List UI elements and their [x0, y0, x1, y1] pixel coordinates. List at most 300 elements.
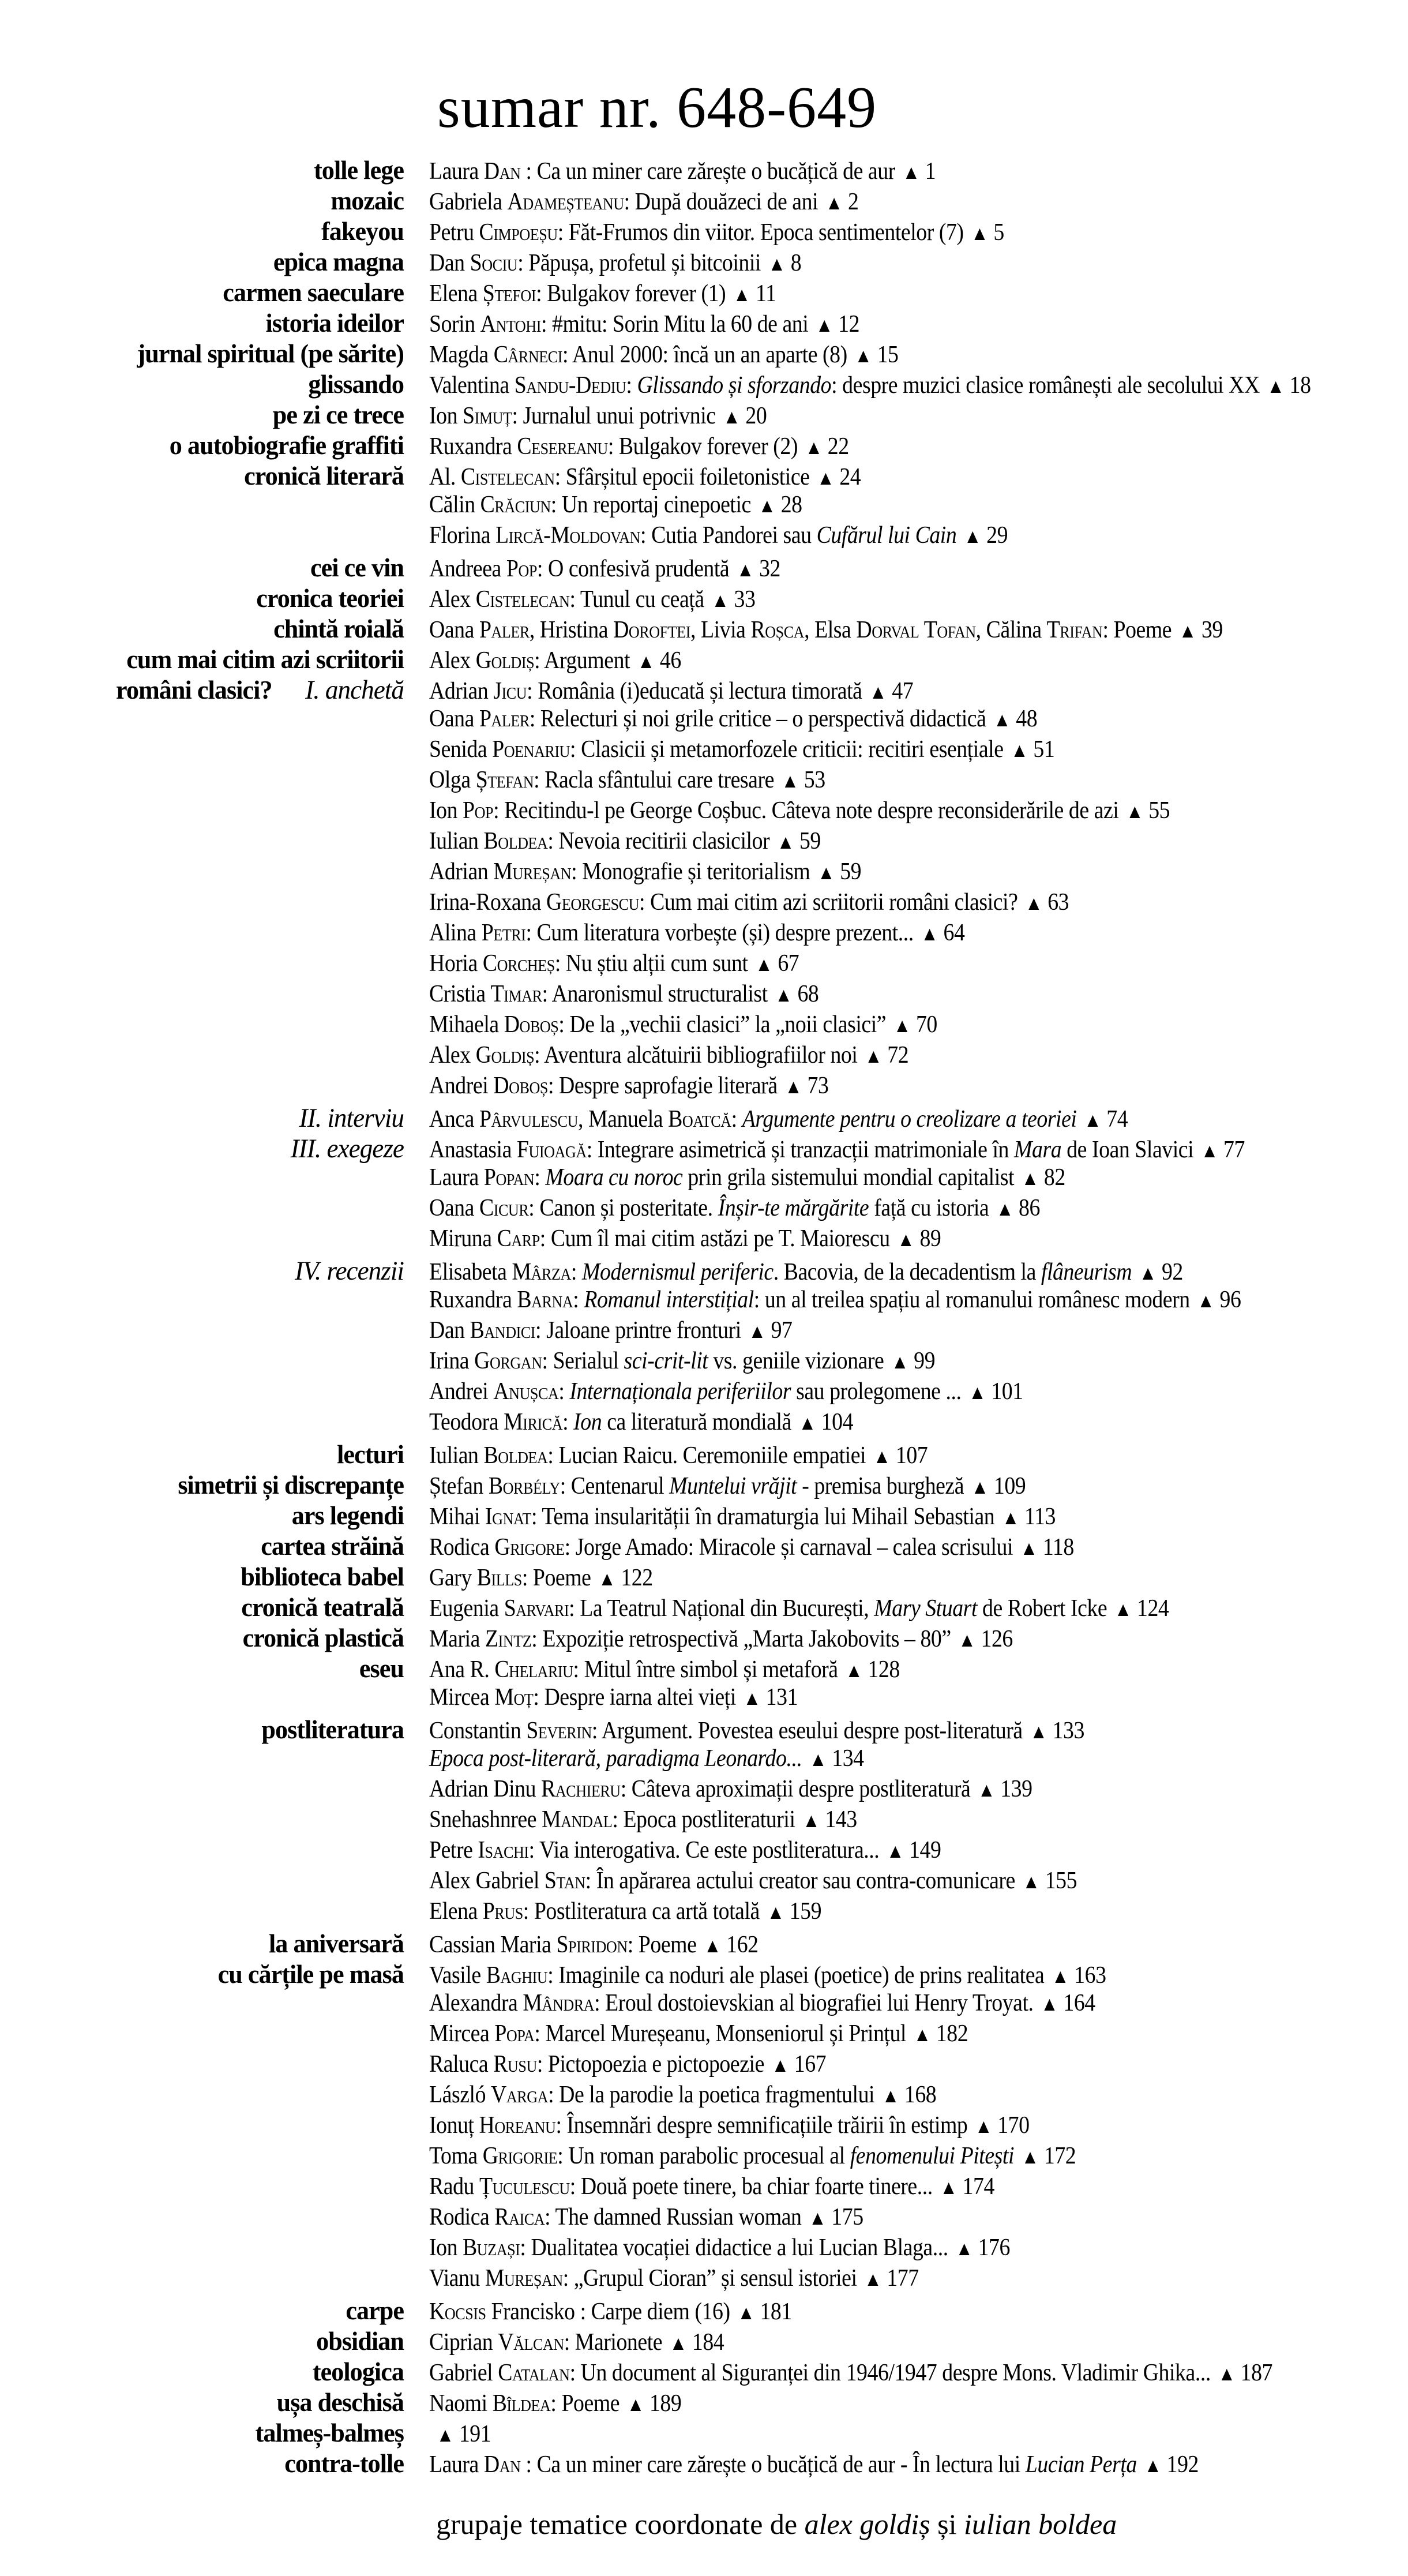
toc-row	[0, 399, 1408, 430]
section-label-text: biblioteca babel	[241, 1562, 404, 1591]
entry-fragment: , Manuela	[578, 1106, 669, 1133]
section-label	[16, 277, 404, 308]
author-surname: Popa	[494, 2020, 535, 2047]
entry-fragment: Ciprian	[429, 2329, 498, 2356]
author-surname: Rusu	[493, 2051, 537, 2078]
page-number: 39	[1201, 617, 1223, 643]
footer-prefix: grupaje tematice coordonate de	[436, 2508, 805, 2540]
toc-row	[0, 185, 1408, 216]
toc-row	[0, 491, 1408, 522]
entry-fragment: Dan	[429, 1317, 470, 1344]
page-number: 162	[726, 1932, 759, 1958]
toc-row	[0, 308, 1408, 338]
toc	[0, 155, 1408, 2478]
section-label-text: obsidian	[316, 2326, 404, 2356]
entry-fragment: : Sfârșitul epocii foiletonistice	[554, 464, 810, 490]
entry-fragment: : Jaloane printre fronturi	[535, 1317, 741, 1344]
triangle-bullet-icon: ▲	[1125, 801, 1144, 823]
entry-fragment: Miruna	[429, 1225, 497, 1252]
triangle-bullet-icon: ▲	[886, 1840, 904, 1862]
entry-fragment: : Două poete tinere, ba chiar foarte tinere...	[569, 2173, 933, 2200]
triangle-bullet-icon: ▲	[1025, 893, 1043, 914]
toc-row	[0, 1500, 1408, 1531]
page-number: 128	[868, 1656, 900, 1683]
entry-fragment: Mircea	[429, 1684, 495, 1711]
entry-text	[429, 2359, 1272, 2387]
entry-text	[429, 797, 1170, 824]
entry-fragment: : Ca un miner care zărește o bucățică de aur	[520, 158, 895, 185]
toc-row	[0, 2356, 1408, 2387]
triangle-bullet-icon: ▲	[993, 709, 1011, 731]
page-number: 177	[887, 2265, 919, 2292]
section-label	[16, 2295, 404, 2326]
triangle-bullet-icon: ▲	[897, 1229, 915, 1251]
toc-row	[0, 1531, 1408, 1561]
page-number: 131	[765, 1684, 798, 1711]
toc-row	[0, 2173, 1408, 2203]
entry-text	[429, 2173, 994, 2200]
author-surname: Simuț	[463, 403, 512, 429]
entry-fragment: Irina	[429, 1348, 475, 1374]
work-title-italic: Mary Stuart	[874, 1595, 977, 1622]
entry-text	[429, 919, 964, 947]
entry-fragment: Dan	[429, 250, 470, 276]
entry-fragment: de Robert Icke	[977, 1595, 1107, 1622]
entry-fragment: Ana R.	[429, 1656, 495, 1683]
author-surname: Anușca	[493, 1378, 559, 1405]
author-surname: Lircă-Moldovan	[495, 522, 641, 549]
author-surname: Ștefan	[475, 767, 534, 793]
section-label	[16, 1500, 404, 1531]
author-surname: Borbély	[488, 1473, 560, 1499]
entry-fragment: : Jorge Amado: Miracole și carnaval – calea scrisului	[564, 1534, 1013, 1561]
author-surname: Fuioagă	[516, 1137, 587, 1163]
triangle-bullet-icon: ▲	[733, 284, 751, 306]
entry-fragment: Iulian	[429, 828, 484, 854]
section-label-text: jurnal spiritual (pe sărite)	[137, 339, 404, 368]
entry-fragment: Toma	[429, 2143, 483, 2169]
author-surname: Raica	[494, 2204, 545, 2230]
author-surname: Mureșan	[485, 2265, 563, 2292]
author-surname: Popan	[483, 1164, 535, 1191]
section-label	[16, 2387, 404, 2417]
toc-row	[0, 674, 1408, 705]
section-label	[16, 1928, 404, 1959]
entry-fragment: : Bulgakov forever (2)	[607, 433, 798, 460]
entry-fragment: : Despre iarna altei vieți	[533, 1684, 736, 1711]
page-number: 164	[1063, 1990, 1095, 2016]
toc-row	[0, 1806, 1408, 1836]
section-label	[16, 185, 404, 216]
entry-fragment: Mircea	[429, 2020, 495, 2047]
entry-fragment: , Călina	[975, 617, 1047, 643]
triangle-bullet-icon: ▲	[711, 590, 729, 612]
toc-row	[0, 827, 1408, 858]
entry-text	[429, 1625, 1013, 1653]
entry-text	[429, 1962, 1106, 1989]
entry-fragment: Anca	[429, 1106, 479, 1133]
toc-row	[0, 1653, 1408, 1683]
author-surname: Doboș	[493, 1073, 548, 1099]
section-label-text: pe zi ce trece	[272, 400, 404, 429]
page-number: 134	[832, 1745, 864, 1772]
entry-fragment: : Poeme	[1102, 617, 1172, 643]
section-label-text: talmeș-balmeș	[255, 2418, 404, 2447]
triangle-bullet-icon: ▲	[817, 467, 835, 489]
work-title-italic: Cufărul lui Cain	[816, 522, 957, 549]
entry-fragment: : Monografie și teritorialism	[571, 858, 810, 885]
entry-fragment: : O confesivă prudentă	[536, 556, 730, 582]
author-surname: Mârza	[512, 1259, 571, 1285]
toc-row	[0, 216, 1408, 246]
triangle-bullet-icon: ▲	[1178, 620, 1196, 642]
entry-text	[429, 980, 818, 1008]
triangle-bullet-icon: ▲	[805, 437, 823, 459]
entry-text	[429, 1258, 1183, 1286]
section-label	[16, 1561, 404, 1592]
entry-fragment: Florina	[429, 522, 496, 549]
entry-fragment: de Ioan Slavici	[1061, 1137, 1194, 1163]
triangle-bullet-icon: ▲	[1114, 1599, 1132, 1621]
entry-text	[429, 1072, 828, 1100]
author-surname: Pop	[506, 556, 537, 582]
entry-fragment: : Integrare asimetrică și tranzacții matrimoniale în	[586, 1137, 1015, 1163]
toc-row	[0, 1561, 1408, 1592]
entry-fragment: Francisko : Carpe diem (16)	[486, 2298, 730, 2325]
author-surname: Bîldea	[492, 2390, 551, 2417]
entry-fragment: Adrian	[429, 678, 494, 704]
entry-fragment: Oana	[429, 617, 479, 643]
work-title-italic: Romanul interstițial	[584, 1287, 754, 1313]
entry-fragment: : Poeme	[627, 1932, 697, 1958]
entry-fragment: : Cum mai citim azi scriitorii români clasici?	[639, 889, 1018, 916]
footer	[436, 2507, 1117, 2541]
triangle-bullet-icon: ▲	[864, 2268, 882, 2290]
toc-row	[0, 1683, 1408, 1714]
entry-fragment: Elisabeta	[429, 1259, 512, 1285]
toc-row	[0, 2112, 1408, 2142]
author-surname: Boldea	[483, 828, 548, 854]
entry-text	[429, 677, 913, 705]
toc-row	[0, 1439, 1408, 1469]
entry-fragment: Rodica	[429, 1534, 495, 1561]
section-label-text: cronică literară	[244, 461, 404, 490]
toc-row	[0, 2326, 1408, 2356]
entry-fragment: , Livia	[690, 617, 751, 643]
entry-fragment: Raluca	[429, 2051, 494, 2078]
entry-fragment: :	[558, 1378, 570, 1405]
author-surname: Dorval Tofan	[856, 617, 976, 643]
entry-fragment: Alina	[429, 920, 482, 946]
page-number: 189	[649, 2390, 682, 2417]
toc-row	[0, 1469, 1408, 1500]
entry-text	[429, 2390, 681, 2417]
author-surname: Cicur	[479, 1195, 529, 1221]
section-label-text: cronică plastică	[242, 1623, 404, 1652]
toc-row	[0, 980, 1408, 1011]
toc-row	[0, 1745, 1408, 1775]
page-number: 139	[1000, 1776, 1032, 1802]
entry-fragment: Ștefan	[429, 1473, 489, 1499]
section-label-italic: IV. recenzii	[295, 1256, 404, 1286]
triangle-bullet-icon: ▲	[809, 1749, 827, 1771]
page-number: 59	[799, 828, 821, 854]
entry-fragment: Mihai	[429, 1503, 486, 1530]
entry-text	[429, 2451, 1199, 2478]
entry-fragment: : Relecturi și noi grile critice – o perspectivă didactică	[529, 706, 986, 732]
toc-row	[0, 1255, 1408, 1286]
entry-fragment: Valentina	[429, 372, 515, 399]
page-number: 122	[621, 1565, 653, 1591]
entry-text	[429, 736, 1054, 763]
toc-row	[0, 2295, 1408, 2326]
triangle-bullet-icon: ▲	[881, 2085, 899, 2107]
page-number: 181	[760, 2298, 792, 2325]
entry-fragment: Maria	[429, 1626, 486, 1652]
page-number: 124	[1137, 1595, 1169, 1622]
page-number: 167	[794, 2051, 827, 2078]
toc-row	[0, 1898, 1408, 1928]
entry-fragment: : De la „vechii clasici” la „noii clasici”	[558, 1011, 887, 1038]
page-number: 29	[986, 522, 1008, 549]
entry-text	[429, 1564, 653, 1592]
page-number: 33	[734, 586, 756, 613]
entry-fragment: Sorin	[429, 311, 480, 338]
entry-fragment: : Nevoia recitirii clasicilor	[547, 828, 770, 854]
page-number: 192	[1166, 2451, 1199, 2478]
author-surname: Bandici	[470, 1317, 536, 1344]
entry-text	[429, 1317, 792, 1344]
section-label-text: teologica	[312, 2357, 404, 2386]
section-label	[16, 1439, 404, 1469]
entry-text	[429, 249, 801, 277]
entry-fragment: Snehashnree	[429, 1806, 542, 1833]
section-label-text: istoria ideilor	[265, 308, 404, 338]
entry-fragment: : Recitindu-l pe George Coșbuc. Câteva note despre reconsiderările de azi	[493, 797, 1119, 824]
author-surname: Dan	[483, 2451, 521, 2478]
entry-fragment: Cristia	[429, 981, 491, 1007]
author-surname: Pârvulescu	[479, 1106, 579, 1133]
entry-fragment: Andreea	[429, 556, 506, 582]
page-number: 92	[1161, 1259, 1183, 1285]
entry-text	[429, 491, 802, 519]
triangle-bullet-icon: ▲	[1197, 1290, 1215, 1312]
triangle-bullet-icon: ▲	[598, 1568, 616, 1590]
entry-text	[429, 1931, 759, 1959]
entry-fragment: Petre	[429, 1837, 478, 1863]
entry-text	[429, 158, 936, 185]
entry-fragment: : Cutia Pandorei sau	[640, 522, 817, 549]
triangle-bullet-icon: ▲	[815, 314, 833, 336]
page-number: 133	[1052, 1718, 1084, 1744]
section-label-text: tolle lege	[314, 155, 404, 185]
entry-fragment: , Elsa	[804, 617, 857, 643]
entry-text	[429, 372, 1311, 399]
page-number: 109	[993, 1473, 1026, 1499]
page-number: 113	[1024, 1503, 1056, 1530]
entry-fragment: : Tunul cu ceață	[569, 586, 704, 613]
entry-text	[429, 1225, 941, 1253]
triangle-bullet-icon: ▲	[921, 923, 938, 945]
triangle-bullet-icon: ▲	[873, 1446, 891, 1468]
author-surname: Boldea	[483, 1442, 548, 1469]
entry-fragment: :	[626, 372, 637, 399]
entry-fragment: : La Teatrul Național din București,	[569, 1595, 874, 1622]
author-surname: Petri	[481, 920, 526, 946]
work-title-italic: Modernismul periferic	[581, 1259, 774, 1285]
page-number: 74	[1106, 1106, 1128, 1133]
entry-fragment: : În apărarea actului creator sau contra-comunicare	[585, 1868, 1015, 1894]
entry-fragment: Olga	[429, 767, 476, 793]
toc-row	[0, 2448, 1408, 2478]
entry-text	[429, 2298, 792, 2326]
section-label-italic: I. anchetă	[305, 675, 404, 705]
section-label	[16, 2417, 404, 2448]
toc-row	[0, 919, 1408, 950]
toc-row	[0, 1164, 1408, 1194]
page-number: 46	[659, 647, 681, 674]
entry-fragment: : Nu știu alții cum sunt	[554, 950, 748, 977]
triangle-bullet-icon: ▲	[977, 1779, 996, 1801]
author-surname: Kocsis	[429, 2298, 486, 2325]
entry-fragment: Alex	[429, 586, 476, 613]
toc-row	[0, 1103, 1408, 1133]
entry-text	[429, 1867, 1077, 1895]
page-number: 107	[895, 1442, 928, 1469]
work-title-italic: Muntelui vrăjit	[669, 1473, 797, 1499]
entry-fragment: Oana	[429, 706, 479, 732]
page-number: 175	[831, 2204, 863, 2230]
section-label-text: români clasici?	[116, 675, 272, 704]
section-label-text: glissando	[308, 369, 404, 399]
entry-fragment: Andrei	[429, 1378, 494, 1405]
triangle-bullet-icon: ▲	[893, 1015, 911, 1037]
author-surname: Mureșan	[493, 858, 572, 885]
triangle-bullet-icon: ▲	[869, 681, 887, 703]
triangle-bullet-icon: ▲	[1139, 1262, 1157, 1284]
entry-text	[429, 2142, 1076, 2170]
entry-fragment: : Canon și posteritate.	[528, 1195, 718, 1221]
toc-row	[0, 522, 1408, 552]
page-number: 155	[1045, 1868, 1077, 1894]
section-label	[16, 246, 404, 277]
entry-fragment: Naomi	[429, 2390, 493, 2417]
author-surname: Sandu-Dediu	[514, 372, 626, 399]
entry-fragment: : Anul 2000: încă un an aparte (8)	[562, 342, 847, 368]
entry-fragment: : Serialul	[542, 1348, 624, 1374]
triangle-bullet-icon: ▲	[825, 192, 843, 214]
entry-fragment: Petru	[429, 219, 479, 246]
triangle-bullet-icon: ▲	[767, 1902, 784, 1923]
toc-row	[0, 552, 1408, 583]
entry-text	[429, 1836, 941, 1864]
section-label	[16, 216, 404, 246]
toc-row	[0, 2142, 1408, 2173]
toc-row	[0, 613, 1408, 644]
page-number: 28	[780, 492, 802, 518]
toc-row	[0, 1622, 1408, 1653]
entry-fragment: : Postliteratura ca artă totală	[523, 1898, 760, 1925]
entry-fragment: Ruxandra	[429, 1287, 517, 1313]
page-number: 18	[1289, 372, 1311, 399]
page-number: 163	[1074, 1962, 1106, 1989]
entry-fragment: Senida	[429, 736, 493, 763]
work-title-italic: flâneurism	[1041, 1259, 1132, 1285]
entry-text	[429, 1533, 1074, 1561]
page-number: 8	[790, 250, 802, 276]
entry-fragment: : Tema insularității în dramaturgia lui Mihail Sebastian	[531, 1503, 995, 1530]
author-surname: Isachi	[478, 1837, 529, 1863]
toc-row	[0, 797, 1408, 827]
section-label	[16, 583, 404, 613]
work-title-italic: Internaționala periferiilor	[569, 1378, 791, 1405]
page-number: 67	[778, 950, 799, 977]
page-number: 159	[789, 1898, 822, 1925]
entry-fragment: : „Grupul Cioran” și sensul istoriei	[562, 2265, 857, 2292]
entry-fragment: Alex	[429, 1042, 476, 1068]
section-label	[16, 1622, 404, 1653]
entry-fragment: : Poeme	[521, 1565, 591, 1591]
entry-fragment: Oana	[429, 1195, 479, 1221]
entry-text	[429, 858, 861, 886]
entry-fragment: Horia	[429, 950, 483, 977]
triangle-bullet-icon: ▲	[784, 1076, 802, 1098]
toc-row	[0, 705, 1408, 736]
section-label	[16, 1653, 404, 1683]
toc-row	[0, 1378, 1408, 1408]
author-surname: Chelariu	[494, 1656, 573, 1683]
toc-row	[0, 2050, 1408, 2081]
entry-fragment: : Jurnalul unui potrivnic	[512, 403, 716, 429]
entry-fragment: Alex	[429, 647, 476, 674]
entry-text	[429, 950, 799, 977]
entry-fragment: : Bulgakov forever (1)	[536, 280, 726, 307]
toc-row	[0, 950, 1408, 980]
entry-fragment: Al.	[429, 464, 461, 490]
entry-text	[429, 1136, 1245, 1164]
entry-text	[429, 766, 825, 794]
triangle-bullet-icon: ▲	[626, 2394, 644, 2416]
triangle-bullet-icon: ▲	[1267, 376, 1285, 398]
entry-fragment: , Hristina	[529, 617, 614, 643]
toc-row	[0, 1286, 1408, 1317]
entry-fragment: : Câteva aproximații despre postliteratură	[620, 1776, 971, 1802]
author-surname: Moț	[494, 1684, 534, 1711]
entry-fragment: : Lucian Raicu. Ceremoniile empatiei	[547, 1442, 866, 1469]
triangle-bullet-icon: ▲	[637, 651, 655, 673]
author-surname: Stan	[544, 1868, 585, 1894]
entry-text	[429, 1503, 1056, 1531]
toc-row	[0, 2020, 1408, 2050]
triangle-bullet-icon: ▲	[1144, 2455, 1162, 2477]
author-surname: Catalan	[498, 2360, 570, 2386]
author-surname: Ignat	[485, 1503, 531, 1530]
entry-fragment: : Despre saprofagie literară	[547, 1073, 778, 1099]
author-surname: Carp	[497, 1225, 540, 1252]
page-number: 2	[847, 189, 859, 215]
page-number: 11	[756, 280, 776, 307]
page-number: 77	[1223, 1137, 1245, 1163]
author-surname: Corcheș	[482, 950, 555, 977]
entry-text	[429, 2203, 863, 2231]
page-number: 96	[1219, 1287, 1241, 1313]
entry-text	[429, 888, 1069, 916]
entry-fragment: vs. geniile vizionare	[708, 1348, 884, 1374]
entry-fragment: sau prolegomene ...	[791, 1378, 962, 1405]
toc-row	[0, 460, 1408, 491]
entry-text	[429, 1683, 798, 1711]
triangle-bullet-icon: ▲	[974, 2116, 993, 2138]
